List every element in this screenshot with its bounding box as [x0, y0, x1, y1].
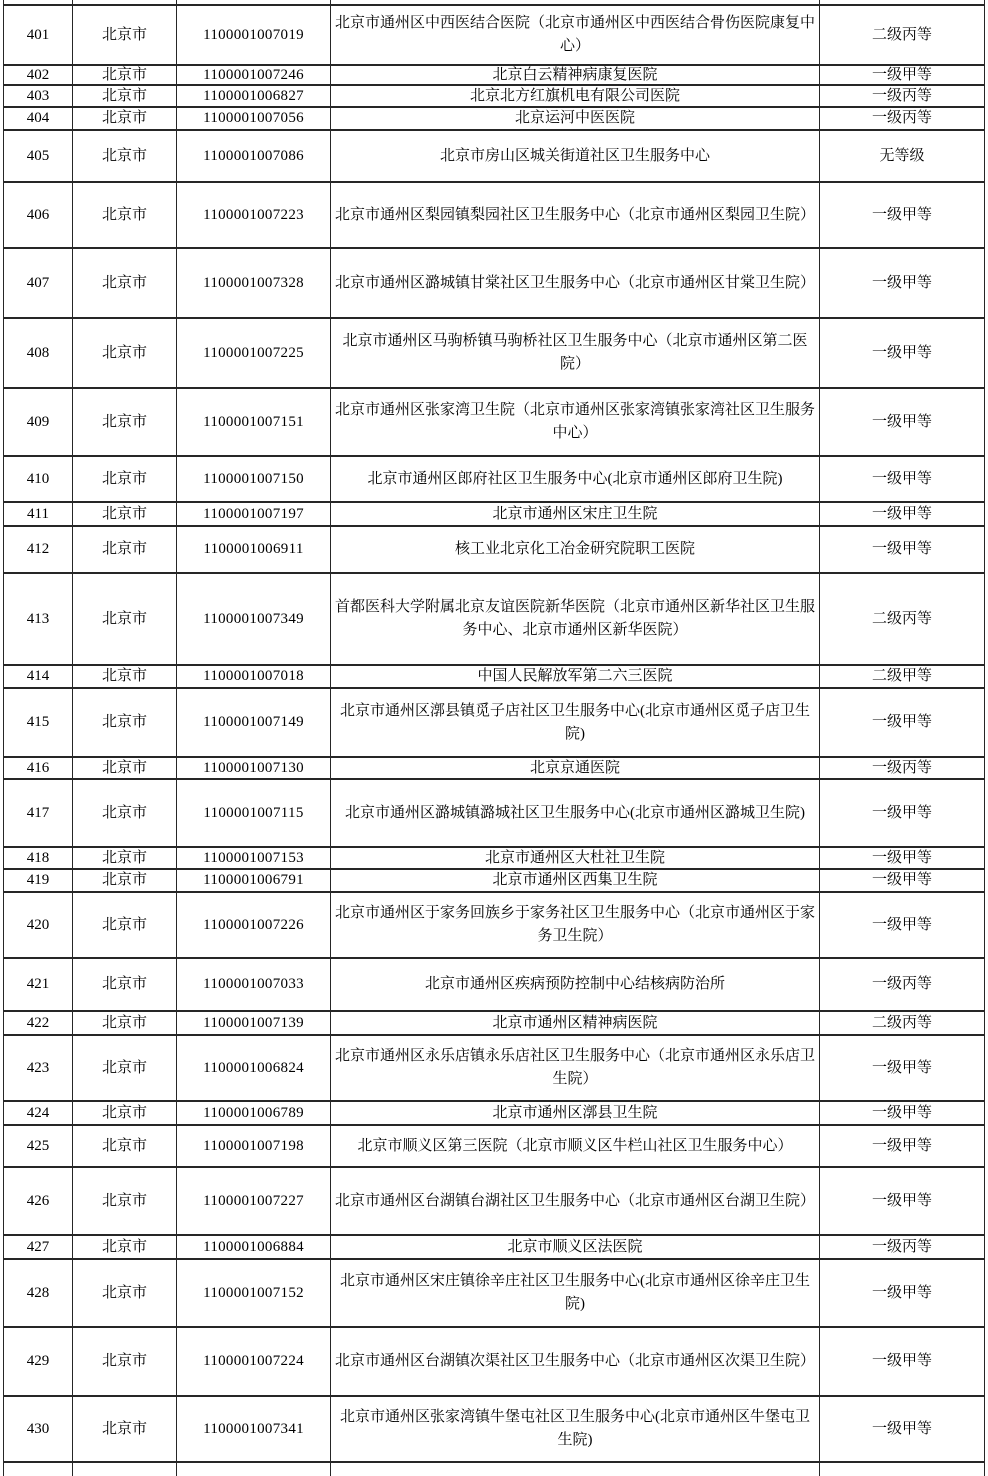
grade-cell: 一级甲等 [820, 689, 985, 756]
row-number-cell: 403 [4, 86, 73, 106]
table-row [4, 1012, 985, 1036]
row-number-cell: 415 [4, 689, 73, 756]
grade-cell: 无等级 [820, 131, 985, 181]
city-cell: 北京市 [73, 1236, 177, 1258]
grade-cell: 一级甲等 [820, 527, 985, 572]
org-code-cell: 1100001007225 [177, 319, 331, 387]
grade-cell: 一级甲等 [820, 870, 985, 891]
org-name-cell: 北京市通州区于家务回族乡于家务社区卫生服务中心（北京市通州区于家务卫生院） [331, 893, 820, 957]
empty-cell [73, 0, 177, 4]
row-number-cell: 410 [4, 457, 73, 501]
org-code-cell: 1100001006791 [177, 870, 331, 891]
org-code-cell: 1100001007223 [177, 183, 331, 247]
row-number-cell: 426 [4, 1168, 73, 1234]
empty-cell [331, 0, 820, 4]
org-name-cell: 北京市通州区梨园镇梨园社区卫生服务中心（北京市通州区梨园卫生院） [331, 183, 820, 247]
city-cell: 北京市 [73, 183, 177, 247]
org-name-cell: 北京市通州区台湖镇次渠社区卫生服务中心（北京市通州区次渠卫生院） [331, 1328, 820, 1395]
table-row [4, 319, 985, 389]
org-name-cell: 北京市通州区大杜社卫生院 [331, 848, 820, 868]
org-code-cell: 1100001007086 [177, 131, 331, 181]
city-cell: 北京市 [73, 6, 177, 64]
grade-cell: 一级甲等 [820, 457, 985, 501]
org-code-cell: 1100001006827 [177, 86, 331, 106]
row-number-cell: 401 [4, 6, 73, 64]
row-number-cell: 421 [4, 959, 73, 1010]
grade-cell: 一级丙等 [820, 959, 985, 1010]
org-name-cell: 北京白云精神病康复医院 [331, 66, 820, 84]
city-cell: 北京市 [73, 574, 177, 664]
table-row [4, 959, 985, 1012]
city-cell: 北京市 [73, 959, 177, 1010]
table-row [4, 249, 985, 319]
row-number-cell: 419 [4, 870, 73, 891]
org-name-cell: 北京市通州区西集卫生院 [331, 870, 820, 891]
city-cell: 北京市 [73, 1260, 177, 1326]
table-row [4, 758, 985, 780]
org-name-cell: 北京京通医院 [331, 758, 820, 778]
org-code-cell: 1100001007056 [177, 108, 331, 129]
empty-cell [177, 0, 331, 4]
org-name-cell: 北京市通州区张家湾卫生院（北京市通州区张家湾镇张家湾社区卫生服务中心） [331, 389, 820, 455]
row-number-cell: 413 [4, 574, 73, 664]
table-row [4, 131, 985, 183]
org-name-cell: 北京市顺义区第三医院（北京市顺义区牛栏山社区卫生服务中心） [331, 1126, 820, 1166]
table-row [4, 1036, 985, 1102]
table-row [4, 870, 985, 893]
grade-cell: 一级甲等 [820, 1397, 985, 1461]
table-row [4, 86, 985, 108]
table-row [4, 780, 985, 848]
row-number-cell: 420 [4, 893, 73, 957]
city-cell: 北京市 [73, 319, 177, 387]
org-name-cell: 北京北方红旗机电有限公司医院 [331, 86, 820, 106]
grade-cell: 二级丙等 [820, 574, 985, 664]
city-cell: 北京市 [73, 848, 177, 868]
org-name-cell: 北京市通州区精神病医院 [331, 1012, 820, 1034]
org-name-cell: 首都医科大学附属北京友谊医院新华医院（北京市通州区新华社区卫生服务中心、北京市通州区新华医院） [331, 574, 820, 664]
org-code-cell: 1100001007224 [177, 1328, 331, 1395]
row-number-cell: 412 [4, 527, 73, 572]
row-number-cell: 430 [4, 1397, 73, 1461]
table-row [4, 66, 985, 86]
grade-cell: 一级甲等 [820, 66, 985, 84]
row-number-cell: 427 [4, 1236, 73, 1258]
org-code-cell: 1100001007150 [177, 457, 331, 501]
org-code-cell: 1100001006884 [177, 1236, 331, 1258]
row-number-cell: 416 [4, 758, 73, 778]
org-name-cell: 北京市房山区城关街道社区卫生服务中心 [331, 131, 820, 181]
city-cell: 北京市 [73, 1126, 177, 1166]
city-cell: 北京市 [73, 249, 177, 317]
grade-cell: 一级甲等 [820, 1260, 985, 1326]
grade-cell: 一级丙等 [820, 758, 985, 778]
org-code-cell: 1100001006911 [177, 527, 331, 572]
org-code-cell: 1100001006789 [177, 1102, 331, 1124]
empty-cell [331, 1463, 820, 1476]
city-cell: 北京市 [73, 527, 177, 572]
grade-cell: 一级甲等 [820, 319, 985, 387]
city-cell: 北京市 [73, 503, 177, 525]
table-row [4, 1168, 985, 1236]
row-number-cell: 417 [4, 780, 73, 846]
org-name-cell: 核工业北京化工冶金研究院职工医院 [331, 527, 820, 572]
city-cell: 北京市 [73, 131, 177, 181]
city-cell: 北京市 [73, 457, 177, 501]
org-code-cell: 1100001007019 [177, 6, 331, 64]
org-code-cell: 1100001007139 [177, 1012, 331, 1034]
city-cell: 北京市 [73, 893, 177, 957]
table-row [4, 574, 985, 666]
row-number-cell: 404 [4, 108, 73, 129]
city-cell: 北京市 [73, 758, 177, 778]
grade-cell: 二级丙等 [820, 6, 985, 64]
table-row [4, 848, 985, 870]
org-name-cell: 北京市通州区宋庄卫生院 [331, 503, 820, 525]
city-cell: 北京市 [73, 1012, 177, 1034]
row-number-cell: 418 [4, 848, 73, 868]
org-name-cell: 北京市通州区漷县卫生院 [331, 1102, 820, 1124]
grade-cell: 一级甲等 [820, 893, 985, 957]
table-row [4, 1328, 985, 1397]
city-cell: 北京市 [73, 86, 177, 106]
table-row [4, 1102, 985, 1126]
table-row [4, 389, 985, 457]
row-number-cell: 405 [4, 131, 73, 181]
org-code-cell: 1100001007246 [177, 66, 331, 84]
grade-cell: 一级丙等 [820, 86, 985, 106]
table-row [4, 1236, 985, 1260]
org-code-cell: 1100001007149 [177, 689, 331, 756]
table-row [4, 183, 985, 249]
empty-cell [73, 1463, 177, 1476]
org-code-cell: 1100001007349 [177, 574, 331, 664]
row-number-cell: 422 [4, 1012, 73, 1034]
org-code-cell: 1100001007227 [177, 1168, 331, 1234]
org-code-cell: 1100001007130 [177, 758, 331, 778]
empty-cell [820, 1463, 985, 1476]
city-cell: 北京市 [73, 666, 177, 687]
org-name-cell: 北京市通州区宋庄镇徐辛庄社区卫生服务中心(北京市通州区徐辛庄卫生院) [331, 1260, 820, 1326]
grade-cell: 一级甲等 [820, 1102, 985, 1124]
org-name-cell: 北京市通州区张家湾镇牛堡屯社区卫生服务中心(北京市通州区牛堡屯卫生院) [331, 1397, 820, 1461]
table-row [4, 1126, 985, 1168]
table-row [4, 666, 985, 689]
city-cell: 北京市 [73, 1102, 177, 1124]
city-cell: 北京市 [73, 689, 177, 756]
grade-cell: 一级甲等 [820, 1328, 985, 1395]
row-number-cell: 407 [4, 249, 73, 317]
table-row [4, 527, 985, 574]
grade-cell: 一级丙等 [820, 1236, 985, 1258]
org-code-cell: 1100001007115 [177, 780, 331, 846]
grade-cell: 一级甲等 [820, 183, 985, 247]
org-code-cell: 1100001007018 [177, 666, 331, 687]
row-number-cell: 428 [4, 1260, 73, 1326]
row-number-cell: 402 [4, 66, 73, 84]
grade-cell: 一级甲等 [820, 1168, 985, 1234]
org-name-cell: 北京运河中医医院 [331, 108, 820, 129]
grade-cell: 一级甲等 [820, 848, 985, 868]
row-number-cell: 406 [4, 183, 73, 247]
grade-cell: 二级甲等 [820, 666, 985, 687]
org-code-cell: 1100001007198 [177, 1126, 331, 1166]
table-row [4, 108, 985, 131]
city-cell: 北京市 [73, 780, 177, 846]
org-code-cell: 1100001007151 [177, 389, 331, 455]
row-number-cell: 429 [4, 1328, 73, 1395]
org-code-cell: 1100001007033 [177, 959, 331, 1010]
city-cell: 北京市 [73, 108, 177, 129]
table-row [4, 893, 985, 959]
org-name-cell: 北京市通州区潞城镇甘棠社区卫生服务中心（北京市通州区甘棠卫生院） [331, 249, 820, 317]
row-number-cell: 408 [4, 319, 73, 387]
org-code-cell: 1100001006824 [177, 1036, 331, 1100]
row-number-cell: 411 [4, 503, 73, 525]
grade-cell: 一级甲等 [820, 389, 985, 455]
empty-cell [4, 0, 73, 4]
table-row [4, 503, 985, 527]
org-code-cell: 1100001007197 [177, 503, 331, 525]
org-name-cell: 北京市通州区马驹桥镇马驹桥社区卫生服务中心（北京市通州区第二医院） [331, 319, 820, 387]
empty-cell [4, 1463, 73, 1476]
grade-cell: 一级甲等 [820, 1126, 985, 1166]
city-cell: 北京市 [73, 1168, 177, 1234]
city-cell: 北京市 [73, 1397, 177, 1461]
table-row [4, 457, 985, 503]
table-row [4, 1397, 985, 1463]
row-number-cell: 423 [4, 1036, 73, 1100]
org-name-cell: 北京市通州区中西医结合医院（北京市通州区中西医结合骨伤医院康复中心） [331, 6, 820, 64]
org-name-cell: 北京市通州区郎府社区卫生服务中心(北京市通州区郎府卫生院) [331, 457, 820, 501]
grade-cell: 一级甲等 [820, 780, 985, 846]
org-code-cell: 1100001007328 [177, 249, 331, 317]
row-number-cell: 414 [4, 666, 73, 687]
org-name-cell: 北京市通州区永乐店镇永乐店社区卫生服务中心（北京市通州区永乐店卫生院） [331, 1036, 820, 1100]
org-name-cell: 北京市通州区潞城镇潞城社区卫生服务中心(北京市通州区潞城卫生院) [331, 780, 820, 846]
grade-cell: 二级丙等 [820, 1012, 985, 1034]
empty-cell [820, 0, 985, 4]
row-number-cell: 424 [4, 1102, 73, 1124]
org-code-cell: 1100001007341 [177, 1397, 331, 1461]
row-number-cell: 409 [4, 389, 73, 455]
empty-cell [177, 1463, 331, 1476]
org-name-cell: 中国人民解放军第二六三医院 [331, 666, 820, 687]
city-cell: 北京市 [73, 870, 177, 891]
city-cell: 北京市 [73, 1036, 177, 1100]
table-row [4, 689, 985, 758]
org-name-cell: 北京市通州区台湖镇台湖社区卫生服务中心（北京市通州区台湖卫生院） [331, 1168, 820, 1234]
partial-row-bottom [4, 1463, 985, 1476]
org-name-cell: 北京市顺义区法医院 [331, 1236, 820, 1258]
org-code-cell: 1100001007152 [177, 1260, 331, 1326]
city-cell: 北京市 [73, 1328, 177, 1395]
hospital-grade-table [3, 0, 985, 1476]
org-name-cell: 北京市通州区疾病预防控制中心结核病防治所 [331, 959, 820, 1010]
grade-cell: 一级甲等 [820, 1036, 985, 1100]
table-row [4, 6, 985, 66]
grade-cell: 一级甲等 [820, 503, 985, 525]
org-code-cell: 1100001007226 [177, 893, 331, 957]
table-row [4, 1260, 985, 1328]
city-cell: 北京市 [73, 389, 177, 455]
grade-cell: 一级甲等 [820, 249, 985, 317]
org-code-cell: 1100001007153 [177, 848, 331, 868]
city-cell: 北京市 [73, 66, 177, 84]
org-name-cell: 北京市通州区漷县镇觅子店社区卫生服务中心(北京市通州区觅子店卫生院) [331, 689, 820, 756]
row-number-cell: 425 [4, 1126, 73, 1166]
grade-cell: 一级丙等 [820, 108, 985, 129]
